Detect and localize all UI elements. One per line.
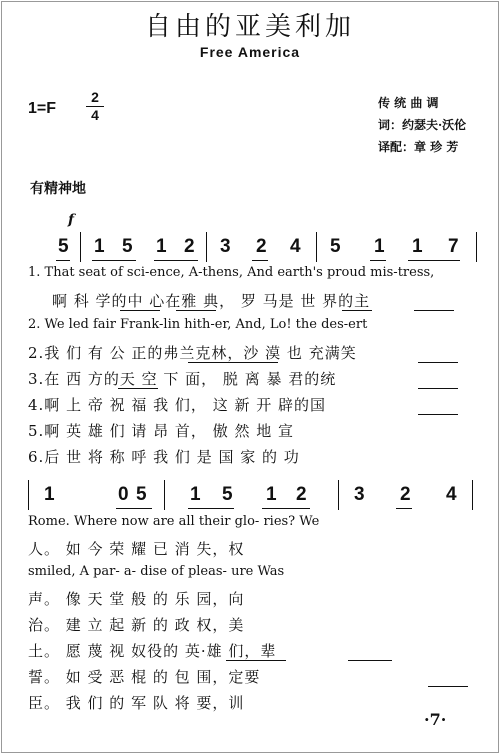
lyric-line-chinese: 誓。 如 受 恶 棍 的 包 围，定要	[28, 668, 261, 686]
note: 1	[374, 236, 385, 257]
lyric-line-chinese: 4.啊 上 帝 祝 福 我 们， 这 新 开 辟的国	[28, 396, 326, 414]
slur-underline	[120, 310, 160, 311]
credit-melody: 传 统 曲 调	[378, 96, 439, 110]
beam	[116, 508, 152, 509]
note: 1	[44, 484, 55, 505]
credit-translator: 译配：章 珍 芳	[378, 140, 459, 154]
lyric-line-chinese: 臣。 我 们 的 军 队 将 要，训	[28, 694, 245, 712]
lyric-line-chinese: 6.后 世 将 称 呼 我 们 是 国 家 的 功	[28, 448, 300, 466]
beam	[188, 508, 234, 509]
slur-underline	[226, 660, 286, 661]
barline	[476, 232, 477, 262]
lyric-line-chinese: 啊 科 学的中 心在雅 典， 罗 马是 世 界的主	[52, 292, 371, 310]
barline	[316, 232, 317, 262]
note: 2	[184, 236, 195, 257]
slur-underline	[176, 310, 216, 311]
slur-underline	[188, 362, 278, 363]
note: 2	[296, 484, 307, 505]
barline	[472, 480, 473, 510]
song-title-chinese: 自由的亚美利加	[144, 12, 355, 42]
note: 3	[220, 236, 231, 257]
song-title-english: Free America	[199, 44, 301, 60]
beam	[370, 260, 386, 261]
note: 1	[190, 484, 201, 505]
note: 2	[256, 236, 267, 257]
note: 1	[94, 236, 105, 257]
beam	[262, 508, 310, 509]
lyric-line-chinese: 3.在 西 方的天 空 下 面， 脱 离 暴 君的统	[28, 370, 337, 388]
meter-top: 2	[91, 89, 99, 105]
beam	[252, 260, 268, 261]
credit-lyricist: 词：约瑟夫·沃伦	[378, 118, 467, 132]
note: 5	[330, 236, 341, 257]
credits	[378, 92, 466, 158]
slur-underline	[418, 388, 458, 389]
lyric-line-chinese: 声。 像 天 堂 般 的 乐 园，向	[28, 590, 245, 608]
slur-underline	[118, 388, 158, 389]
lyric-line-chinese: 土。 愿 蔑 视 奴役的 英·雄 们，辈	[28, 642, 277, 660]
note: 7	[448, 236, 459, 257]
dynamic-marking: f	[68, 212, 75, 228]
slur-underline	[414, 310, 454, 311]
beam	[92, 260, 136, 261]
lyric-line-chinese: 治。 建 立 起 新 的 政 权，美	[28, 616, 245, 634]
lyric-line-chinese: 5.啊 英 雄 们 请 昂 首， 傲 然 地 宣	[28, 422, 294, 440]
lyric-line-english: 1. That seat of sci-ence, A-thens, And earth's proud mis-tress,	[28, 265, 435, 280]
note: 4	[446, 484, 457, 505]
tempo-marking: 有精神地	[30, 181, 86, 197]
lyric-line-english: Rome. Where now are all their glo- ries? We	[28, 514, 320, 529]
note: 1	[266, 484, 277, 505]
barline	[80, 232, 81, 262]
note: 0	[118, 484, 129, 505]
slur-underline	[428, 686, 468, 687]
beam	[56, 260, 70, 261]
lyric-line-english: smiled, A par- a- dise of pleas- ure Was	[28, 564, 285, 579]
note: 1	[156, 236, 167, 257]
slur-underline	[342, 310, 372, 311]
note: 4	[290, 236, 301, 257]
note: 3	[354, 484, 365, 505]
note: 5	[222, 484, 233, 505]
barline	[28, 480, 29, 510]
beam	[154, 260, 198, 261]
lyric-line-english: 2. We led fair Frank-lin hith-er, And, Lo! the des-ert	[28, 317, 368, 332]
barline	[338, 480, 339, 510]
meter-bottom: 4	[91, 107, 99, 123]
note: 1	[412, 236, 423, 257]
lyric-line-chinese: 人。 如 今 荣 耀 已 消 失，权	[28, 540, 245, 558]
beam	[408, 260, 460, 261]
note: 5	[122, 236, 133, 257]
note: 2	[400, 484, 411, 505]
slur-underline	[418, 362, 458, 363]
key-signature: 1=F	[28, 100, 57, 117]
barline	[206, 232, 207, 262]
lyric-line-chinese: 2.我 们 有 公 正的弗兰克林，沙 漠 也 充满笑	[28, 344, 357, 362]
beam	[396, 508, 412, 509]
barline	[164, 480, 165, 510]
time-signature	[86, 90, 104, 123]
slur-underline	[348, 660, 392, 661]
slur-underline	[418, 414, 458, 415]
note: 5	[58, 236, 69, 257]
page-number: ·7·	[424, 710, 447, 729]
note: 5	[136, 484, 147, 505]
